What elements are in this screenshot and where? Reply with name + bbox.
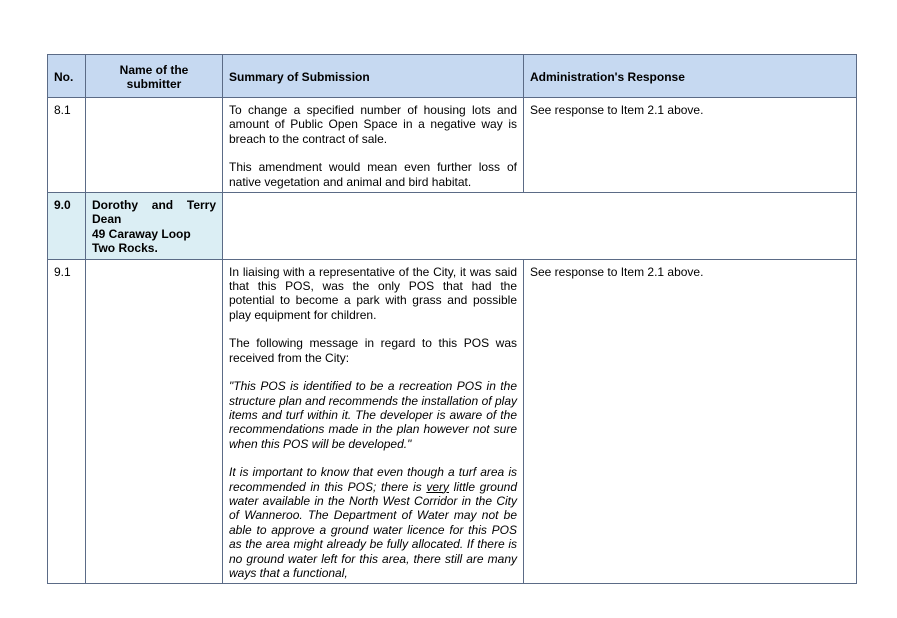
submitter-cell: [86, 259, 223, 584]
header-no: No.: [48, 55, 86, 98]
row-number: 8.1: [48, 98, 86, 193]
summary-paragraph: The following message in regard to this POS was received from the City:: [229, 336, 517, 365]
summary-paragraph: In liaising with a representative of the City, it was said that this POS, was the only POS that had the potential to become a park with grass and possible play equipment for children.: [229, 264, 517, 322]
section-row-9-0: [48, 193, 857, 260]
submitter-cell: [86, 98, 223, 193]
table-header-row: [48, 55, 857, 98]
header-submitter-name: Name of the submitter: [86, 55, 223, 98]
empty-cell: [223, 193, 857, 260]
row-number: 9.1: [48, 259, 86, 584]
quoted-message-text: "This POS is identified to be a recreation POS in the structure plan and recommends the installation of play items and turf within it. The developer is aware of the recommendations made in the plan however not sure when this POS will be developed.": [229, 379, 517, 451]
header-summary: Summary of Submission: [223, 55, 524, 98]
submissions-table: [47, 54, 857, 584]
response-cell: See response to Item 2.1 above.: [524, 98, 857, 193]
summary-paragraph: This amendment would mean even further loss of native vegetation and animal and bird habitat.: [229, 160, 517, 189]
summary-paragraph-italic: [229, 465, 517, 580]
header-response: Administration's Response: [524, 55, 857, 98]
underlined-word: very: [426, 479, 449, 494]
summary-cell: [223, 98, 524, 193]
text-segment: little ground water available in the North West Corridor in the City of Wanneroo. The Department of Water may not be able to approve a ground water licence for this POS as the area might already be fully allocated. If there is no ground water left for this area, there still are many ways that a functional,: [229, 479, 518, 580]
submitter-address-suburb: Two Rocks.: [92, 241, 158, 256]
section-number: 9.0: [48, 193, 86, 260]
response-cell: See response to Item 2.1 above.: [524, 259, 857, 584]
table-row-9-1: [48, 259, 857, 584]
submitter-name-cell: [86, 193, 223, 260]
summary-cell: [223, 259, 524, 584]
quoted-message: [229, 379, 517, 451]
text-segment: It is important to know that even though a turf area is recommended in this POS; there is: [229, 465, 517, 494]
table-row-8-1: [48, 98, 857, 193]
submitter-address-street: 49 Caraway Loop: [92, 226, 191, 241]
submitter-name: Dorothy and Terry Dean: [92, 198, 216, 227]
summary-paragraph: To change a specified number of housing lots and amount of Public Open Space in a negative way is breach to the contract of sale.: [229, 103, 517, 146]
